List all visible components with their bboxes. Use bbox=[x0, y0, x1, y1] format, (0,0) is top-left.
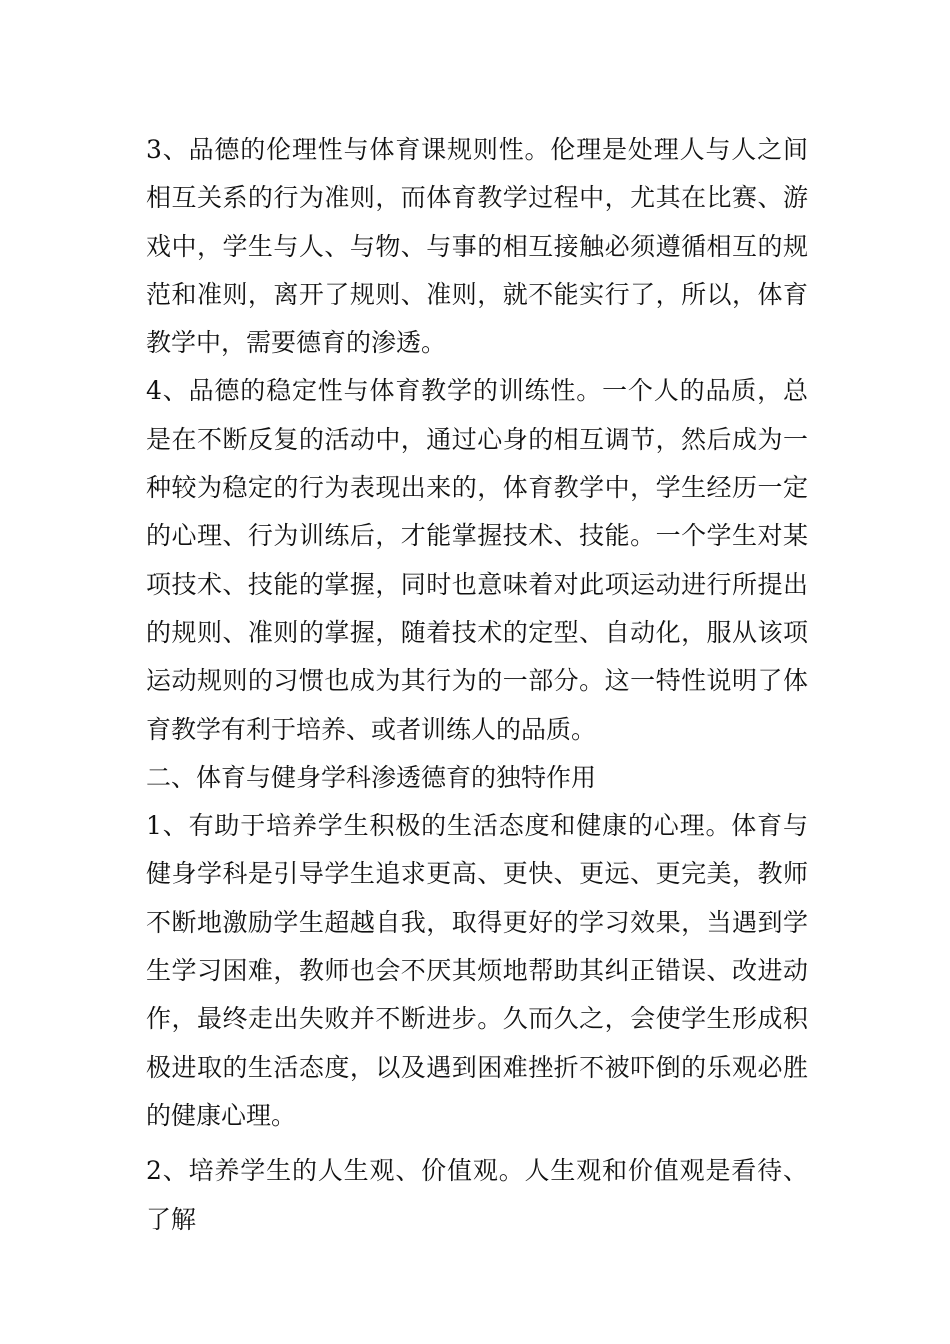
paragraph-3-ethics: 3、品德的伦理性与体育课规则性。伦理是处理人与人之间相互关系的行为准则，而体育教学过程中，尤其在比赛、游戏中，学生与人、与物、与事的相互接触必须遵循相互的规范和准则，离开了规则、准则，就不能实行了，所以，体育教学中，需要德育的渗透。 bbox=[146, 135, 808, 358]
paragraph-1-attitude: 1、有助于培养学生积极的生活态度和健康的心理。体育与健身学科是引导学生追求更高、更快、更远、更完美，教师不断地激励学生超越自我，取得更好的学习效果，当遇到学生学习困难，教师也会不厌其烦地帮助其纠正错误、改进动作，最终走出失败并不断进步。久而久之，会使学生形成积极进取的生活态度，以及遇到困难挫折不被吓倒的乐观必胜的健康心理。 bbox=[146, 811, 808, 1130]
section-heading-two: 二、体育与健身学科渗透德育的独特作用 bbox=[146, 762, 597, 792]
paragraph-4-stability: 4、品德的稳定性与体育教学的训练性。一个人的品质，总是在不断反复的活动中，通过心身的相互调节，然后成为一种较为稳定的行为表现出来的，体育教学中，学生经历一定的心理、行为训练后，才能掌握技术、技能。一个学生对某项技术、技能的掌握，同时也意味着对此项运动进行所提出的规则、准则的掌握，随着技术的定型、自动化，服从该项运动规则的习惯也成为其行为的一部分。这一特性说明了体育教学有利于培养、或者训练人的品质。 bbox=[146, 376, 808, 744]
document-body bbox=[146, 126, 808, 1244]
paragraph-2-values: 2、培养学生的人生观、价值观。人生观和价值观是看待、了解 bbox=[146, 1156, 808, 1234]
